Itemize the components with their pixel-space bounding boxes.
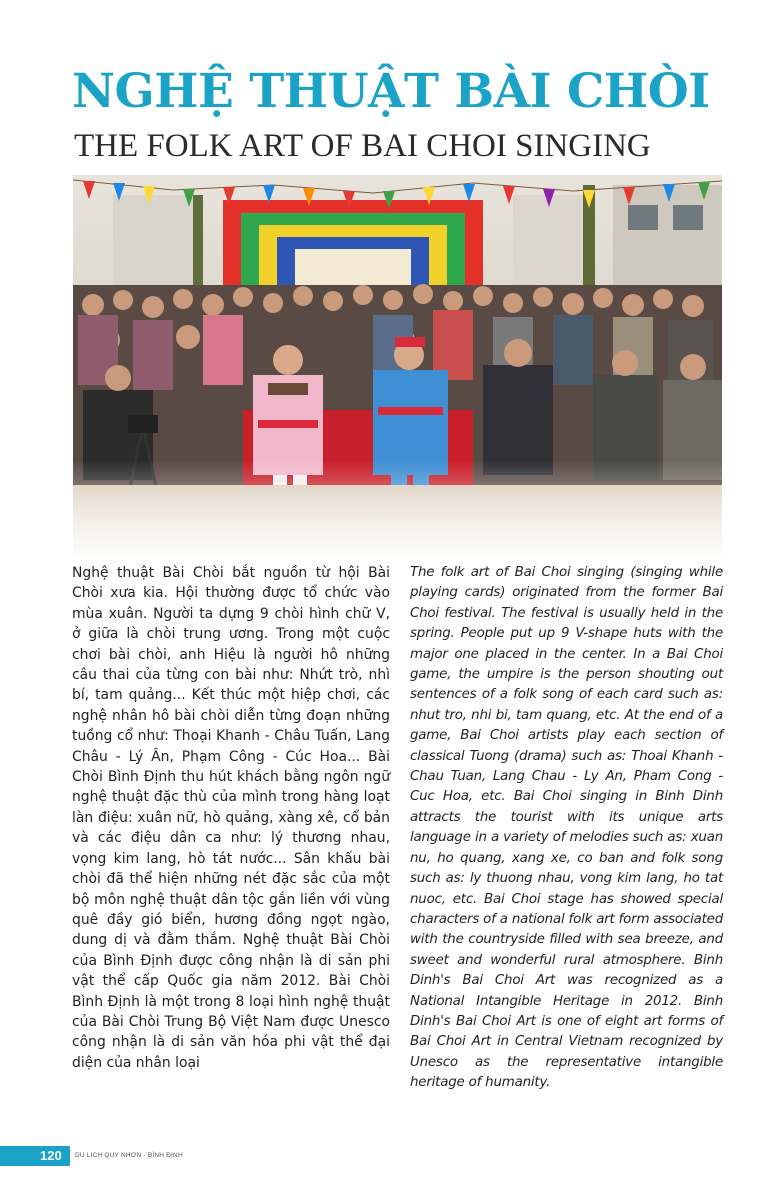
page-title-vietnamese: NGHỆ THUẬT BÀI CHÒI — [72, 64, 710, 119]
publication-name: DU LỊCH QUY NHƠN - BÌNH ĐỊNH — [75, 1152, 183, 1159]
article-body-vietnamese: Nghệ thuật Bài Chòi bắt nguồn từ hội Bài Chòi xưa kia. Hội thường được tổ chức vào mùa xuân. Người ta dựng 9 chòi hình chữ V, ở giữa là chòi trung ương. Trong một cuộc chơi bài chòi, anh Hiệu là người hô những câu thai của từng con bài như: Nhứt trò, nhì bí, tam quảng... Kết thúc một hiệp chơi, các nghệ nhân hô bài chòi diễn từng đoạn những tuồng cổ như: Thoại Khanh - Châu Tuấn, Lang Châu - Lý Ân, Phạm Công - Cúc Hoa... Bài Chòi Bình Định thu hút khách bằng ngôn ngữ nghệ thuật đặc thù của mình trong hàng loạt làn điệu: xuân nữ, hò quảng, xàng xê, cổ bản và các điệu dân ca như: lý thương nhau, vọng kim lang, hò tát nước... Sân khấu bài chòi đã thể hiện những nét đặc sắc của một bộ môn nghệ thuật dân tộc gắn liền với vùng quê đầy gió biển, hương đồng ngọt ngào, dung dị và đằm thắm. Nghệ thuật Bài Chòi của Bình Định được công nhận là di sản phi vật thể cấp Quốc gia năm 2012. Bài Chòi Bình Định là một trong 8 loại hình nghệ thuật của Bài Chòi Trung Bộ Việt Nam được Unesco công nhận là di sản văn hóa phi vật thể đại diện của nhân loại — [72, 565, 390, 1071]
festival-photo — [73, 175, 722, 555]
page-number: 120 — [40, 1148, 62, 1163]
page-title-english: THE FOLK ART OF BAI CHOI SINGING — [74, 128, 651, 164]
article-body-english: The folk art of Bai Choi singing (singing while playing cards) originated from the former Bai Choi festival. The festival is usually held in the spring. People put up 9 V-shape huts with the major one placed in the center. In a Bai Choi game, the umpire is the person shouting out sentences of a folk song of each card such as: nhut tro, nhi bi, tam quang, etc. At the end of a game, Bai Choi artists play each section of classical Tuong (drama) such as: Thoai Khanh - Chau Tuan, Lang Chau - Ly An, Pham Cong - Cuc Hoa, etc. Bai Choi singing in Binh Dinh attracts the tourist with its unique arts language in a variety of melodies such as: xuan nu, ho quang, xang xe, co ban and folk song such as: ly thuong nhau, vong kim lang, ho tat nuoc, etc. Bai Choi stage has showed special characters of a national folk art form associated with the countryside filled with sea breeze, and sweet and wonderful rural atmosphere. Binh Dinh's Bai Choi Art was recognized as a National Intangible Heritage in 2012. Binh Dinh's Bai Choi Art is one of eight art forms of Bai Choi Art in Central Vietnam recognized by Unesco as the representative intangible heritage of humanity. — [410, 565, 723, 1091]
